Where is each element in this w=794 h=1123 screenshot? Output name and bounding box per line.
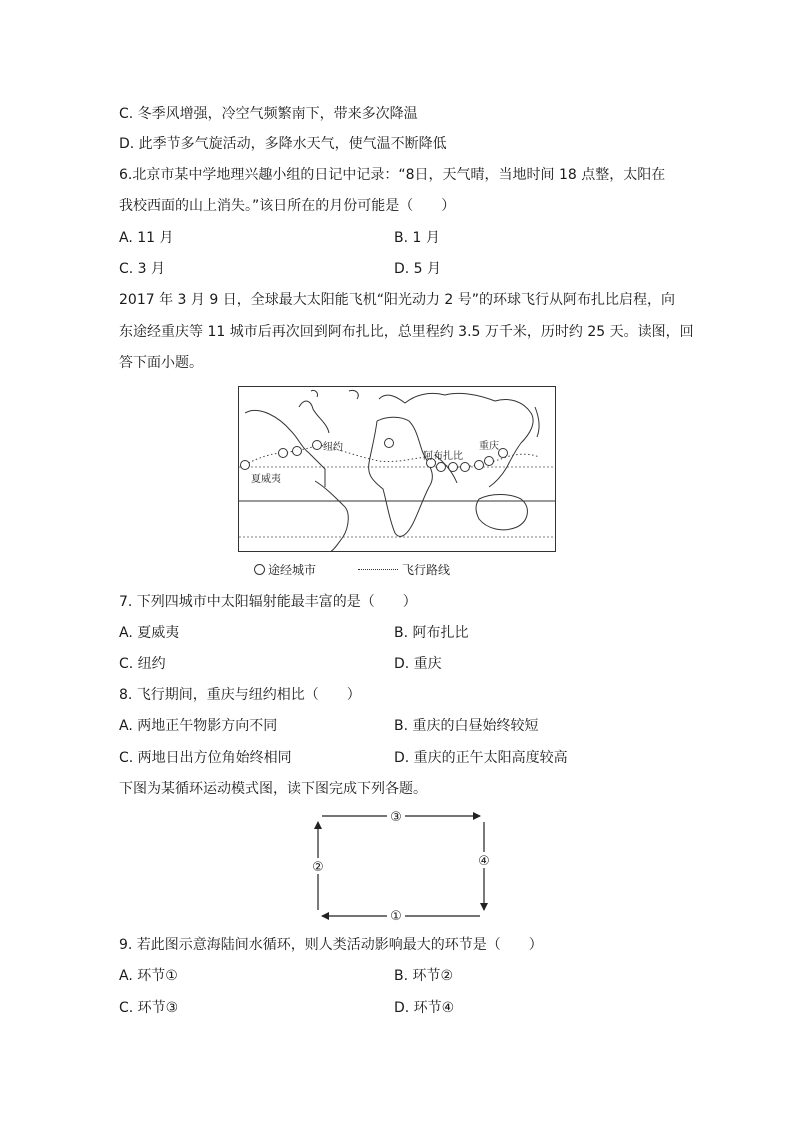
q9-stem: 9. 若此图示意海陆间水循环，则人类活动影响最大的环节是（ ） [119,937,543,953]
q9-option-a: A. 环节① [119,968,178,984]
africa-outline [369,417,433,536]
legend-route-label: 飞行路线 [402,563,451,577]
q8-option-c: C. 两地日出方位角始终相同 [119,750,292,766]
city-marker [385,439,394,448]
legend-city [254,562,316,578]
city-hawaii-marker [241,461,250,470]
south-america-outline [315,481,348,551]
q9-option-d: D. 环节④ [394,1000,455,1016]
q8-option-b: B. 重庆的白昼始终较短 [394,718,539,734]
q6-stem-line1: 6.北京市某中学地理兴趣小组的日记中记录：“8日，天气晴，当地时间 18 点整，太阳在 [119,167,666,183]
city-marker [461,463,470,472]
city-marker [449,463,458,472]
japan-outline [535,407,539,437]
q6-option-a: A. 11 月 [119,230,174,246]
city-marker [437,463,446,472]
passage-line3: 答下面小题。 [119,355,203,371]
australia-outline [476,495,527,530]
q9-option-c: C. 环节③ [119,1000,179,1016]
cycle-diagram [308,810,494,922]
legend-city-marker-icon [254,564,265,575]
q6-option-b: B. 1 月 [394,230,440,246]
city-marker [475,461,484,470]
cycle-intro: 下图为某循环运动模式图，读下图完成下列各题。 [119,781,427,797]
world-map-drawing [239,387,555,551]
city-marker [293,447,302,456]
city-newyork-marker [313,441,322,450]
q7-option-b: B. 阿布扎比 [394,625,469,641]
city-marker [499,449,508,458]
label-2: ② [312,860,324,875]
q7-stem: 7. 下列四城市中太阳辐射能最丰富的是（ ） [119,594,417,610]
q7-option-d: D. 重庆 [394,656,442,672]
passage-line2: 东途经重庆等 11 城市后再次回到阿布扎比，总里程约 3.5 万千米，历时约 25 天。读图，回 [119,324,694,340]
label-newyork: 纽约 [323,442,343,453]
city-marker [279,449,288,458]
world-map [238,386,556,552]
q5-option-c: C. 冬季风增强，冷空气频繁南下，带来多次降温 [119,106,418,122]
q6-option-c: C. 3 月 [119,261,166,277]
q8-option-a: A. 两地正午物影方向不同 [119,718,278,734]
arctic-island-outline [311,390,318,397]
cycle-diagram-drawing [308,810,494,922]
greenland-outline [349,390,358,399]
city-chongqing-marker [485,457,494,466]
label-hawaii: 夏威夷 [251,474,281,485]
q8-option-d: D. 重庆的正午太阳高度较高 [394,750,568,766]
q7-option-a: A. 夏威夷 [119,625,180,641]
label-abudhabi: 阿布扎比 [423,451,463,462]
continent-outlines [245,390,539,551]
legend-route [358,562,450,578]
passage-line1: 2017 年 3 月 9 日，全球最大太阳能飞机“阳光动力 2 号”的环球飞行从阿布扎比启程，向 [119,292,676,308]
q5-option-d: D. 此季节多气旋活动，多降水天气，使气温不断降低 [119,136,447,152]
q7-option-c: C. 纽约 [119,656,166,672]
q8-stem: 8. 飞行期间，重庆与纽约相比（ ） [119,687,361,703]
route-cities [241,439,508,472]
label-3: ③ [390,810,402,825]
q9-option-b: B. 环节② [394,968,454,984]
label-1: ① [390,909,402,922]
label-chongqing: 重庆 [479,441,499,452]
north-america-east-outline [299,401,329,433]
q6-option-d: D. 5 月 [394,261,442,277]
legend-city-label: 途经城市 [268,563,317,577]
q6-stem-line2: 我校西面的山上消失。”该日所在的月份可能是（ ） [119,198,456,214]
label-4: ④ [478,854,490,869]
legend-route-line-icon [358,569,398,570]
